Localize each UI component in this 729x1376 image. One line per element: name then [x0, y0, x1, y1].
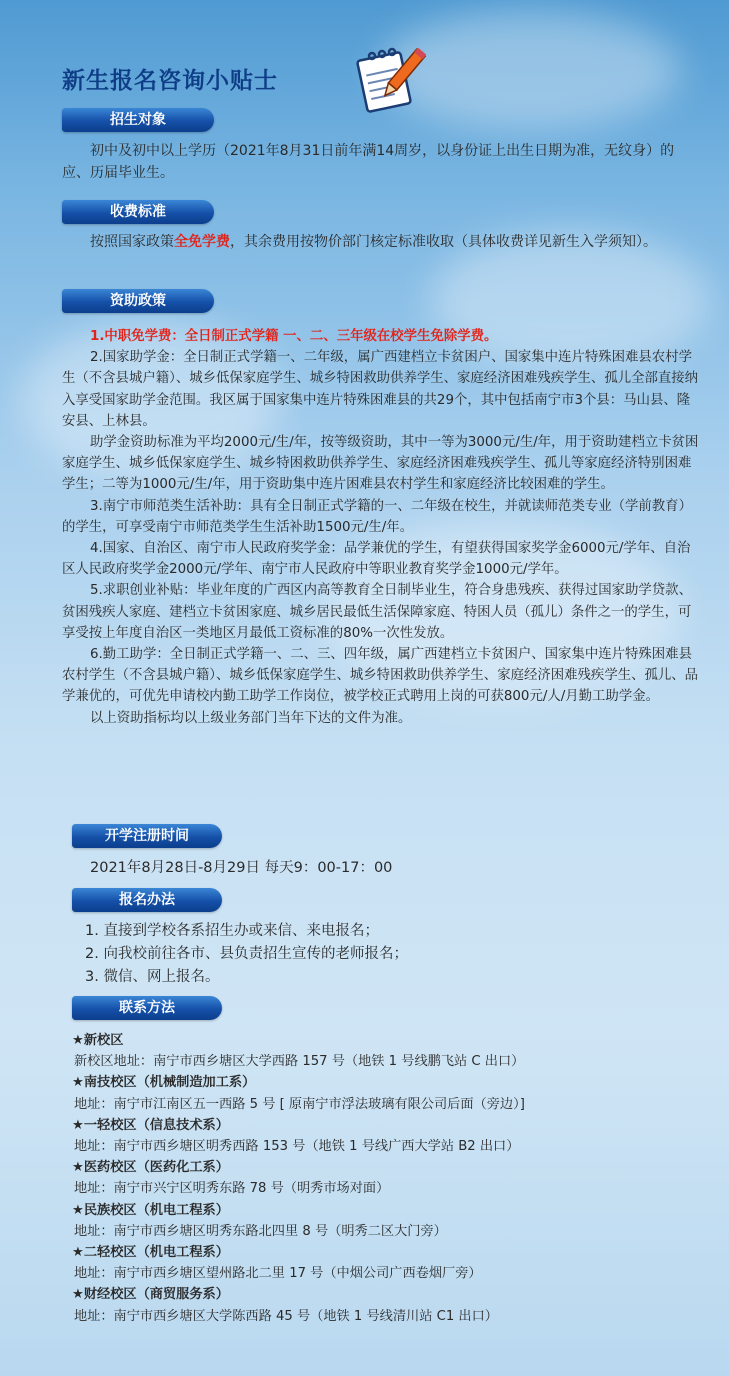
campus-name: ★二轻校区（机电工程系） [72, 1245, 229, 1261]
campus-name: ★医药校区（医药化工系） [72, 1160, 229, 1176]
list-item: 1. 直接到学校各系招生办或来信、来电报名； [85, 923, 379, 939]
aid-item-job-subsidy: 5.求职创业补贴：毕业年度的广西区内高等教育全日制毕业生，符合身患残疾、获得过国家助学贷款、贫困残疾人家庭、建档立卡贫困家庭、城乡居民最低生活保障家庭、特困人员（孤儿）条件之一的学生，可享受按上年度自治区一类地区月最低工资标准的80%一次性发放。 [62, 583, 692, 641]
target-text: 初中及初中以上学历（2021年8月31日前年满14周岁，以身份证上出生日期为准，无纹身）的应、历届毕业生。 [62, 143, 675, 181]
signup-methods-list [85, 920, 408, 989]
aid-item-national-grant: 2.国家助学金：全日制正式学籍一、二年级，属广西建档立卡贫困户、国家集中连片特殊困难县农村学生（不含县城户籍）、城乡低保家庭学生、城乡特困救助供养学生、家庭经济困难残疾学生、孤儿全部直接纳入享受国家助学金范围。我区属于国家集中连片特殊困难县的共29个，其中包括南宁市3个县：马山县、隆安县、上林县。 [62, 350, 699, 429]
aid-item-grant-standard: 助学金资助标准为平均2000元/生/年，按等级资助，其中一等为3000元/生/年，用于资助建档立卡贫困家庭学生、城乡低保家庭学生、城乡特困救助供养学生、家庭经济困难残疾学生、孤儿等家庭经济特别困难学生；二等为1000元/生/年，用于资助集中连片困难县农村学生和家庭经济比较困难的学生。 [62, 435, 699, 493]
section-heading-aid: 资助政策 [62, 289, 214, 313]
campus-address: 地址：南宁市兴宁区明秀东路 78 号（明秀市场对面） [74, 1181, 390, 1197]
aid-note: 以上资助指标均以上级业务部门当年下达的文件为准。 [90, 710, 412, 726]
campus-address: 地址：南宁市西乡塘区明秀西路 153 号（地铁 1 号线广西大学站 B2 出口） [74, 1139, 520, 1155]
campus-name: ★财经校区（商贸服务系） [72, 1287, 229, 1303]
campus-address: 地址：南宁市江南区五一西路 5 号 [ 原南宁市浮法玻璃有限公司后面（旁边）] [74, 1096, 525, 1112]
contact-list [72, 1030, 525, 1327]
section-heading-signup: 报名办法 [72, 888, 222, 912]
campus-address: 地址：南宁市西乡塘区望州路北二里 17 号（中烟公司广西卷烟厂旁） [74, 1266, 482, 1282]
aid-item-tuition-free: 1.中职免学费：全日制正式学籍 一、二、三年级在校学生免除学费。 [90, 329, 498, 344]
section-heading-contact: 联系方法 [72, 996, 222, 1020]
aid-policy-list [62, 326, 702, 729]
campus-address: 地址：南宁市西乡塘区明秀东路北四里 8 号（明秀二区大门旁） [74, 1223, 447, 1239]
section-heading-target: 招生对象 [62, 108, 214, 132]
fees-text: 按照国家政策全免学费，其余费用按物价部门核定标准收取（具体收费详见新生入学须知）。 [90, 234, 657, 250]
campus-name: ★新校区 [72, 1033, 124, 1048]
campus-address: 新校区地址：南宁市西乡塘区大学西路 157 号（地铁 1 号线鹏飞站 C 出口） [74, 1054, 525, 1070]
aid-item-scholarship: 4.国家、自治区、南宁市人民政府奖学金：品学兼优的学生，有望获得国家奖学金6000元/学年、自治区人民政府奖学金2000元/学年、南宁市人民政府中等职业教育奖学金1000元/学年。 [62, 541, 691, 578]
registration-text: 2021年8月28日-8月29日 每天9：00-17：00 [90, 860, 393, 876]
page-title: 新生报名咨询小贴士 [62, 68, 278, 94]
campus-name: ★一轻校区（信息技术系） [72, 1117, 229, 1133]
section-heading-registration: 开学注册时间 [72, 824, 222, 848]
campus-name: ★南技校区（机械制造加工系） [72, 1075, 256, 1091]
section-heading-fees: 收费标准 [62, 200, 214, 224]
campus-name: ★民族校区（机电工程系） [72, 1202, 229, 1218]
notepad-pencil-icon [352, 42, 426, 116]
list-item: 2. 向我校前往各市、县负责招生宣传的老师报名； [85, 946, 408, 962]
aid-item-normal-subsidy: 3.南宁市师范类生活补助：具有全日制正式学籍的一、二年级在校生，并就读师范类专业（学前教育）的学生，可享受南宁市师范类学生生活补助1500元/生/年。 [62, 498, 692, 535]
list-item: 3. 微信、网上报名。 [85, 969, 220, 985]
free-tuition-highlight: 全免学费 [174, 234, 230, 250]
campus-address: 地址：南宁市西乡塘区大学陈西路 45 号（地铁 1 号线清川站 C1 出口） [74, 1308, 498, 1324]
aid-item-work-study: 6.勤工助学：全日制正式学籍一、二、三、四年级，属广西建档立卡贫困户、国家集中连片特殊困难县农村学生（不含县城户籍）、城乡低保家庭学生、城乡特困救助供养学生、家庭经济困难残疾学生、孤儿、品学兼优的，可优先申请校内勤工助学工作岗位，被学校正式聘用上岗的可获800元/人/月勤工助学金。 [62, 647, 699, 705]
